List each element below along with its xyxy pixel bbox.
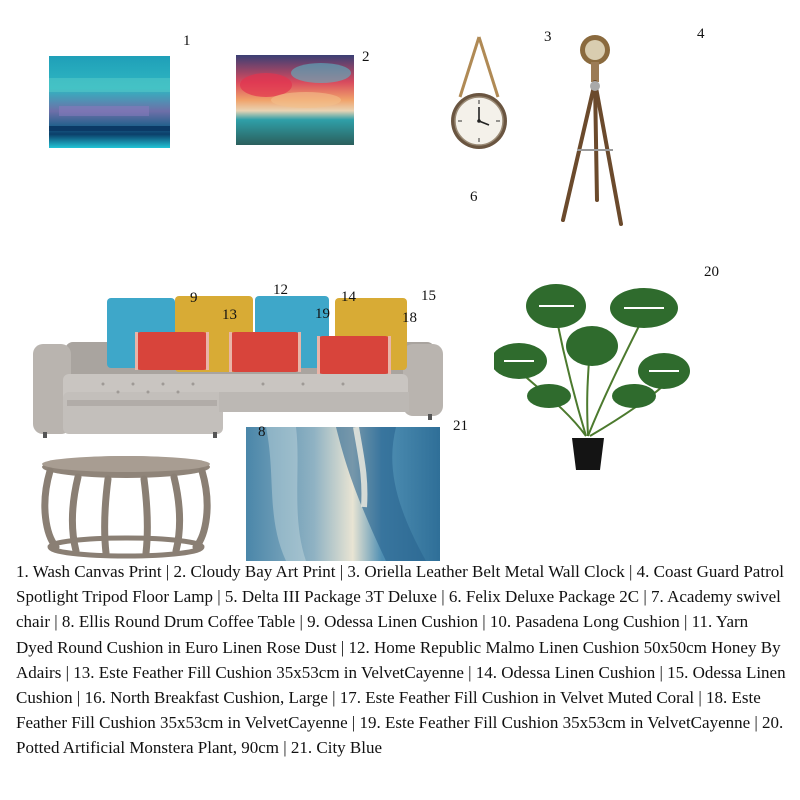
- label-8: 8: [258, 424, 266, 440]
- label-4: 4: [697, 26, 705, 42]
- label-15: 15: [421, 288, 436, 304]
- tripod-floor-lamp-image: [555, 30, 630, 230]
- label-21: 21: [453, 418, 468, 434]
- label-12: 12: [273, 282, 288, 298]
- label-1: 1: [183, 33, 191, 49]
- product-list-caption: 1. Wash Canvas Print | 2. Cloudy Bay Art Print | 3. Oriella Leather Belt Metal Wall Clock | 4. Coast Guard Patrol Spotlight Tripod Floor Lamp | 5. Delta III Package 3T Deluxe | 6. Felix Deluxe Package 2C | 7. Academy swivel chair | 8. Ellis Round Drum Coffee Table | 9. Odessa Linen Cushion | 10. Pasadena Long Cushion | 11. Yarn Dyed Round Cushion in Euro Linen Rose Dust | 12. Home Republic Malmo Linen Cushion 50x50cm Honey By Adairs | 13. Este Feather Fill Cushion 35x53cm in VelvetCayenne | 14. Odessa Linen Cushion | 15. Odessa Linen Cushion | 16. North Breakfast Cushion, Large | 17. Este Feather Fill Cushion in Velvet Muted Coral | 18. Este Feather Fill Cushion 35x53cm in VelvetCayenne | 19. Este Feather Fill Cushion 35x53cm in VelvetCayenne | 20. Potted Artificial Monstera Plant, 90cm | 21. City Blue: [16, 562, 786, 758]
- label-9: 9: [190, 290, 198, 306]
- leather-belt-wall-clock-image: [448, 35, 510, 151]
- label-20: 20: [704, 264, 719, 280]
- city-blue-rug-image: [246, 427, 440, 561]
- wash-canvas-print-image: [49, 56, 170, 148]
- label-2: 2: [362, 49, 370, 65]
- sectional-sofa-image: [33, 292, 445, 442]
- label-3: 3: [544, 29, 552, 45]
- cloudy-bay-art-print-image: [236, 55, 354, 145]
- round-drum-coffee-table-image: [40, 455, 212, 559]
- label-6: 6: [470, 189, 478, 205]
- label-14: 14: [341, 289, 356, 305]
- label-13: 13: [222, 307, 237, 323]
- label-18: 18: [402, 310, 417, 326]
- monstera-plant-image: [494, 276, 692, 472]
- label-19: 19: [315, 306, 330, 322]
